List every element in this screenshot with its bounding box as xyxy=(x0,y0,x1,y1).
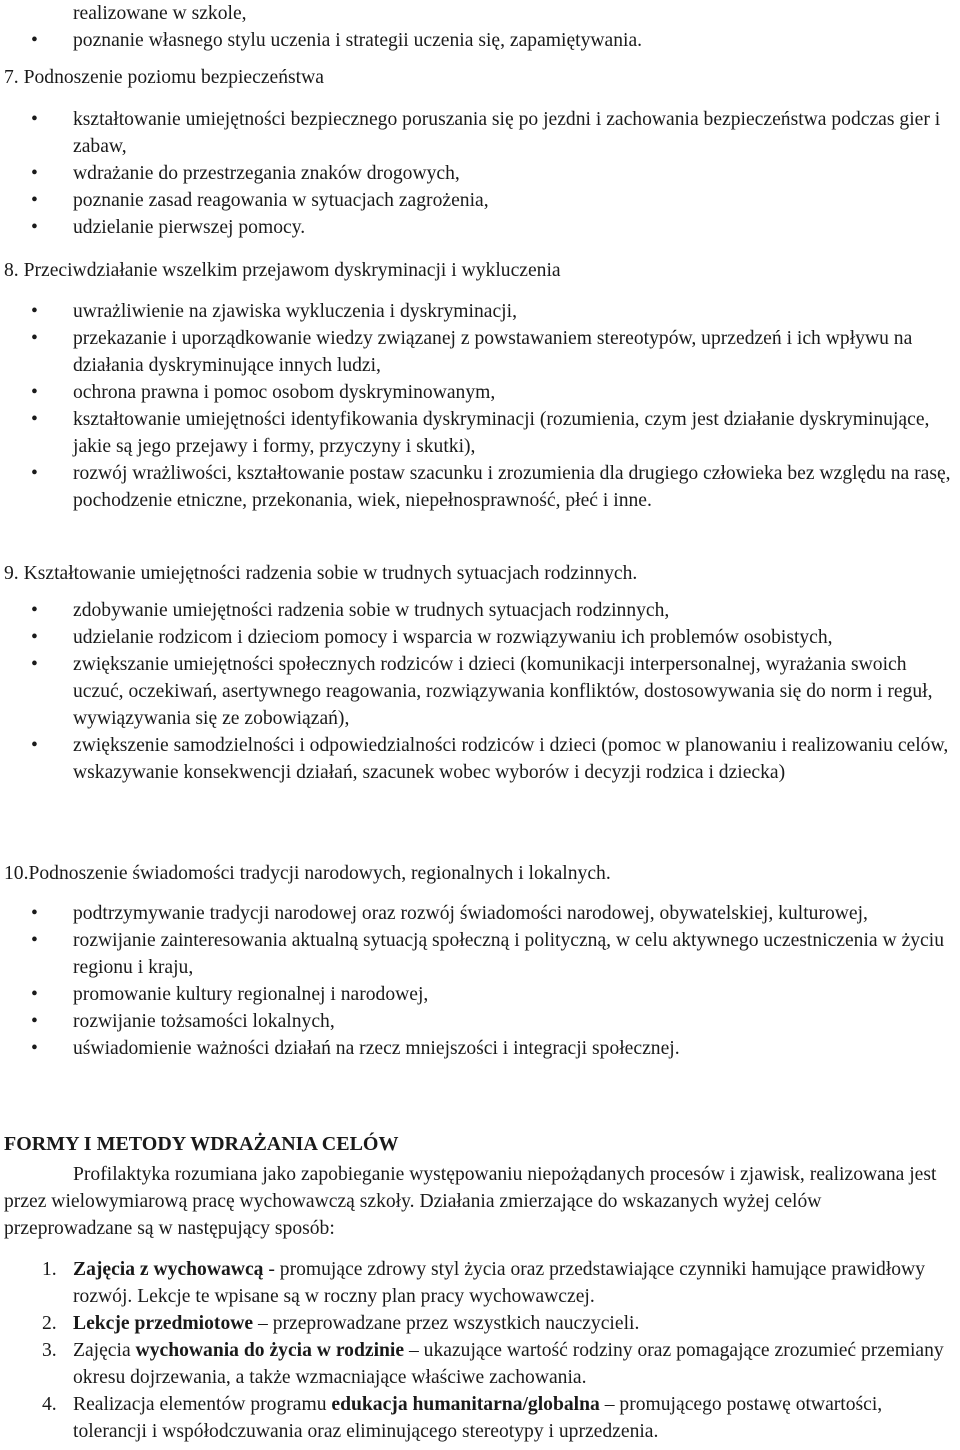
section-8-title: 8. Przeciwdziałanie wszelkim przejawom dyskryminacji i wykluczenia xyxy=(4,260,561,281)
bullet-icon: • xyxy=(31,30,38,51)
list-item: • kształtowanie umiejętności bezpiecznego poruszania się po jezdni i zachowania bezpieczeństwa podczas gier i zabaw, xyxy=(0,106,960,160)
bullet-icon: • xyxy=(31,409,38,430)
bullet-icon: • xyxy=(31,1038,38,1059)
list-item: • poznanie zasad reagowania w sytuacjach zagrożenia, xyxy=(0,187,960,214)
continuation-list xyxy=(0,27,960,54)
list-item: • udzielanie rodzicom i dzieciom pomocy i wsparcia w rozwiązywaniu ich problemów osobistych, xyxy=(0,624,960,651)
section-8-list xyxy=(0,298,960,514)
bullet-icon: • xyxy=(31,627,38,648)
list-item: • rozwój wrażliwości, kształtowanie postaw szacunku i zrozumienia dla drugiego człowieka bez względu na rasę, pochodzenie etniczne, przekonania, wiek, niepełnosprawność, płeć i inne. xyxy=(0,460,960,514)
list-item: • ochrona prawna i pomoc osobom dyskryminowanym, xyxy=(0,379,960,406)
bullet-icon: • xyxy=(31,190,38,211)
forms-heading: FORMY I METODY WDRAŻANIA CELÓW xyxy=(4,1133,399,1155)
list-item: 1. Zajęcia z wychowawcą - promujące zdrowy styl życia oraz przedstawiające czynniki hamujące prawidłowy rozwój. Lekcje te wpisane są w roczny plan pracy wychowawczej. xyxy=(42,1259,926,1307)
section-7-list xyxy=(0,106,960,241)
list-item: • przekazanie i uporządkowanie wiedzy związanej z powstawaniem stereotypów, uprzedzeń i ich wpływu na działania dyskryminujące innych ludzi, xyxy=(0,325,960,379)
list-item: 2. Lekcje przedmiotowe – przeprowadzane przez wszystkich nauczycieli. xyxy=(42,1313,640,1334)
bullet-icon: • xyxy=(31,903,38,924)
bullet-icon: • xyxy=(31,654,38,675)
bullet-icon: • xyxy=(31,984,38,1005)
bullet-icon: • xyxy=(31,600,38,621)
list-item: • zwiększenie samodzielności i odpowiedzialności rodziców i dzieci (pomoc w planowaniu i realizowaniu celów, wskazywanie konsekwencji działań, szacunek wobec wyborów i decyzji rodzica i dziecka) xyxy=(0,732,960,786)
forms-intro: Profilaktyka rozumiana jako zapobieganie występowaniu niepożądanych procesów i zjawisk, realizowana jest przez wielowymiarową pracę wychowawczą szkoły. Działania zmierzające do wskazanych wyżej celów przeprowadzane są w następujący sposób: xyxy=(4,1164,937,1239)
bullet-icon: • xyxy=(31,463,38,484)
continuation-text: realizowane w szkole, xyxy=(73,3,247,24)
list-item: • wdrażanie do przestrzegania znaków drogowych, xyxy=(0,160,960,187)
list-item: 3. Zajęcia wychowania do życia w rodzinie – ukazujące wartość rodziny oraz pomagające zrozumieć przemiany okresu dojrzewania, a także wzmacniające właściwe zachowania. xyxy=(42,1340,944,1388)
bullet-icon: • xyxy=(31,217,38,238)
list-item: • zdobywanie umiejętności radzenia sobie w trudnych sytuacjach rodzinnych, xyxy=(0,597,960,624)
bullet-icon: • xyxy=(31,109,38,130)
bullet-icon: • xyxy=(31,382,38,403)
list-item: • uwrażliwienie na zjawiska wykluczenia i dyskryminacji, xyxy=(0,298,960,325)
bullet-icon: • xyxy=(31,328,38,349)
section-7-title: 7. Podnoszenie poziomu bezpieczeństwa xyxy=(4,67,324,88)
list-item: • uświadomienie ważności działań na rzecz mniejszości i integracji społecznej. xyxy=(0,1035,960,1062)
bullet-icon: • xyxy=(31,930,38,951)
list-item: • zwiększanie umiejętności społecznych rodziców i dzieci (komunikacji interpersonalnej, wyrażania swoich uczuć, oczekiwań, asertywnego reagowania, rozwiązywania konfliktów, dostosowywania się do norm i reguł, wywiązywania się ze zobowiązań), xyxy=(0,651,960,732)
section-9-list xyxy=(0,597,960,786)
list-item: • rozwijanie zainteresowania aktualną sytuacją społeczną i polityczną, w celu aktywnego uczestniczenia w życiu regionu i kraju, xyxy=(0,927,960,981)
list-item: 4. Realizacja elementów programu edukacja humanitarna/globalna – promującego postawę otwartości, tolerancji i współodczuwania oraz eliminującego stereotypy i uprzedzenia. xyxy=(42,1394,883,1442)
section-9-title: 9. Kształtowanie umiejętności radzenia sobie w trudnych sytuacjach rodzinnych. xyxy=(4,563,638,584)
bullet-icon: • xyxy=(31,163,38,184)
list-item: • promowanie kultury regionalnej i narodowej, xyxy=(0,981,960,1008)
bullet-icon: • xyxy=(31,301,38,322)
list-item: • poznanie własnego stylu uczenia i strategii uczenia się, zapamiętywania. xyxy=(0,27,960,54)
list-item: • podtrzymywanie tradycji narodowej oraz rozwój świadomości narodowej, obywatelskiej, kulturowej, xyxy=(0,900,960,927)
list-item: • rozwijanie tożsamości lokalnych, xyxy=(0,1008,960,1035)
list-item: • kształtowanie umiejętności identyfikowania dyskryminacji (rozumienia, czym jest działanie dyskryminujące, jakie są jego przejawy i formy, przyczyny i skutki), xyxy=(0,406,960,460)
list-item: • udzielanie pierwszej pomocy. xyxy=(0,214,960,241)
bullet-icon: • xyxy=(31,735,38,756)
forms-list xyxy=(0,1256,960,1445)
section-10-title: 10.Podnoszenie świadomości tradycji narodowych, regionalnych i lokalnych. xyxy=(4,863,611,884)
bullet-icon: • xyxy=(31,1011,38,1032)
section-10-list xyxy=(0,900,960,1062)
